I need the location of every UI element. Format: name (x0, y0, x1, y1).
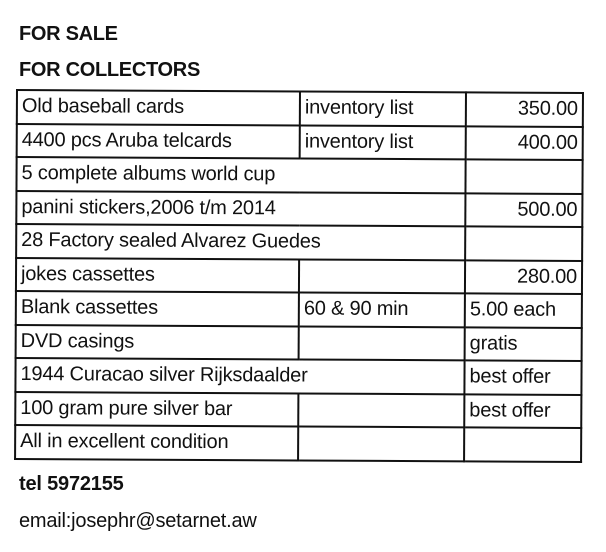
table-row (16, 224, 582, 260)
item-cell: 4400 pcs Aruba telcards (17, 124, 300, 159)
item-cell: 5 complete albums world cup (16, 157, 465, 193)
detail-cell (299, 259, 465, 293)
table-row (17, 90, 583, 126)
ad-title: FOR SALE (19, 23, 118, 45)
table-row (15, 358, 581, 394)
price-cell: best offer (464, 394, 581, 428)
phone-number: tel 5972155 (19, 473, 124, 495)
item-cell: 28 Factory sealed Alvarez Guedes (16, 224, 465, 260)
table-row (16, 325, 582, 361)
item-cell: jokes cassettes (16, 258, 299, 293)
price-cell (465, 226, 582, 260)
price-cell: 400.00 (466, 126, 583, 160)
items-table (14, 89, 584, 462)
detail-cell: 60 & 90 min (299, 292, 465, 326)
price-cell: 350.00 (466, 92, 583, 126)
price-cell: gratis (465, 327, 582, 361)
table-row (15, 392, 581, 428)
price-cell: best offer (464, 360, 581, 394)
item-cell: Old baseball cards (17, 90, 300, 125)
price-cell: 500.00 (465, 193, 582, 227)
item-cell: All in excellent condition (15, 425, 298, 460)
price-cell: 5.00 each (465, 293, 582, 327)
ad-subtitle: FOR COLLECTORS (19, 59, 200, 81)
table-row (16, 291, 582, 327)
item-cell: panini stickers,2006 t/m 2014 (16, 191, 465, 227)
detail-cell (298, 426, 464, 460)
table-row (16, 191, 582, 227)
detail-cell: inventory list (300, 91, 466, 125)
item-cell: DVD casings (16, 325, 299, 360)
table-row (15, 425, 581, 461)
detail-cell: inventory list (300, 125, 466, 159)
table-row (16, 258, 582, 294)
price-cell: 280.00 (465, 260, 582, 294)
detail-cell (298, 393, 464, 427)
email-address: email:josephr@setarnet.aw (19, 510, 257, 532)
table-row (17, 124, 583, 160)
detail-cell (299, 326, 465, 360)
item-cell: 100 gram pure silver bar (15, 392, 298, 427)
item-cell: 1944 Curacao silver Rijksdaalder (15, 358, 464, 394)
table-row (16, 157, 582, 193)
item-cell: Blank cassettes (16, 291, 299, 326)
price-cell (465, 159, 582, 193)
price-cell (464, 427, 581, 461)
